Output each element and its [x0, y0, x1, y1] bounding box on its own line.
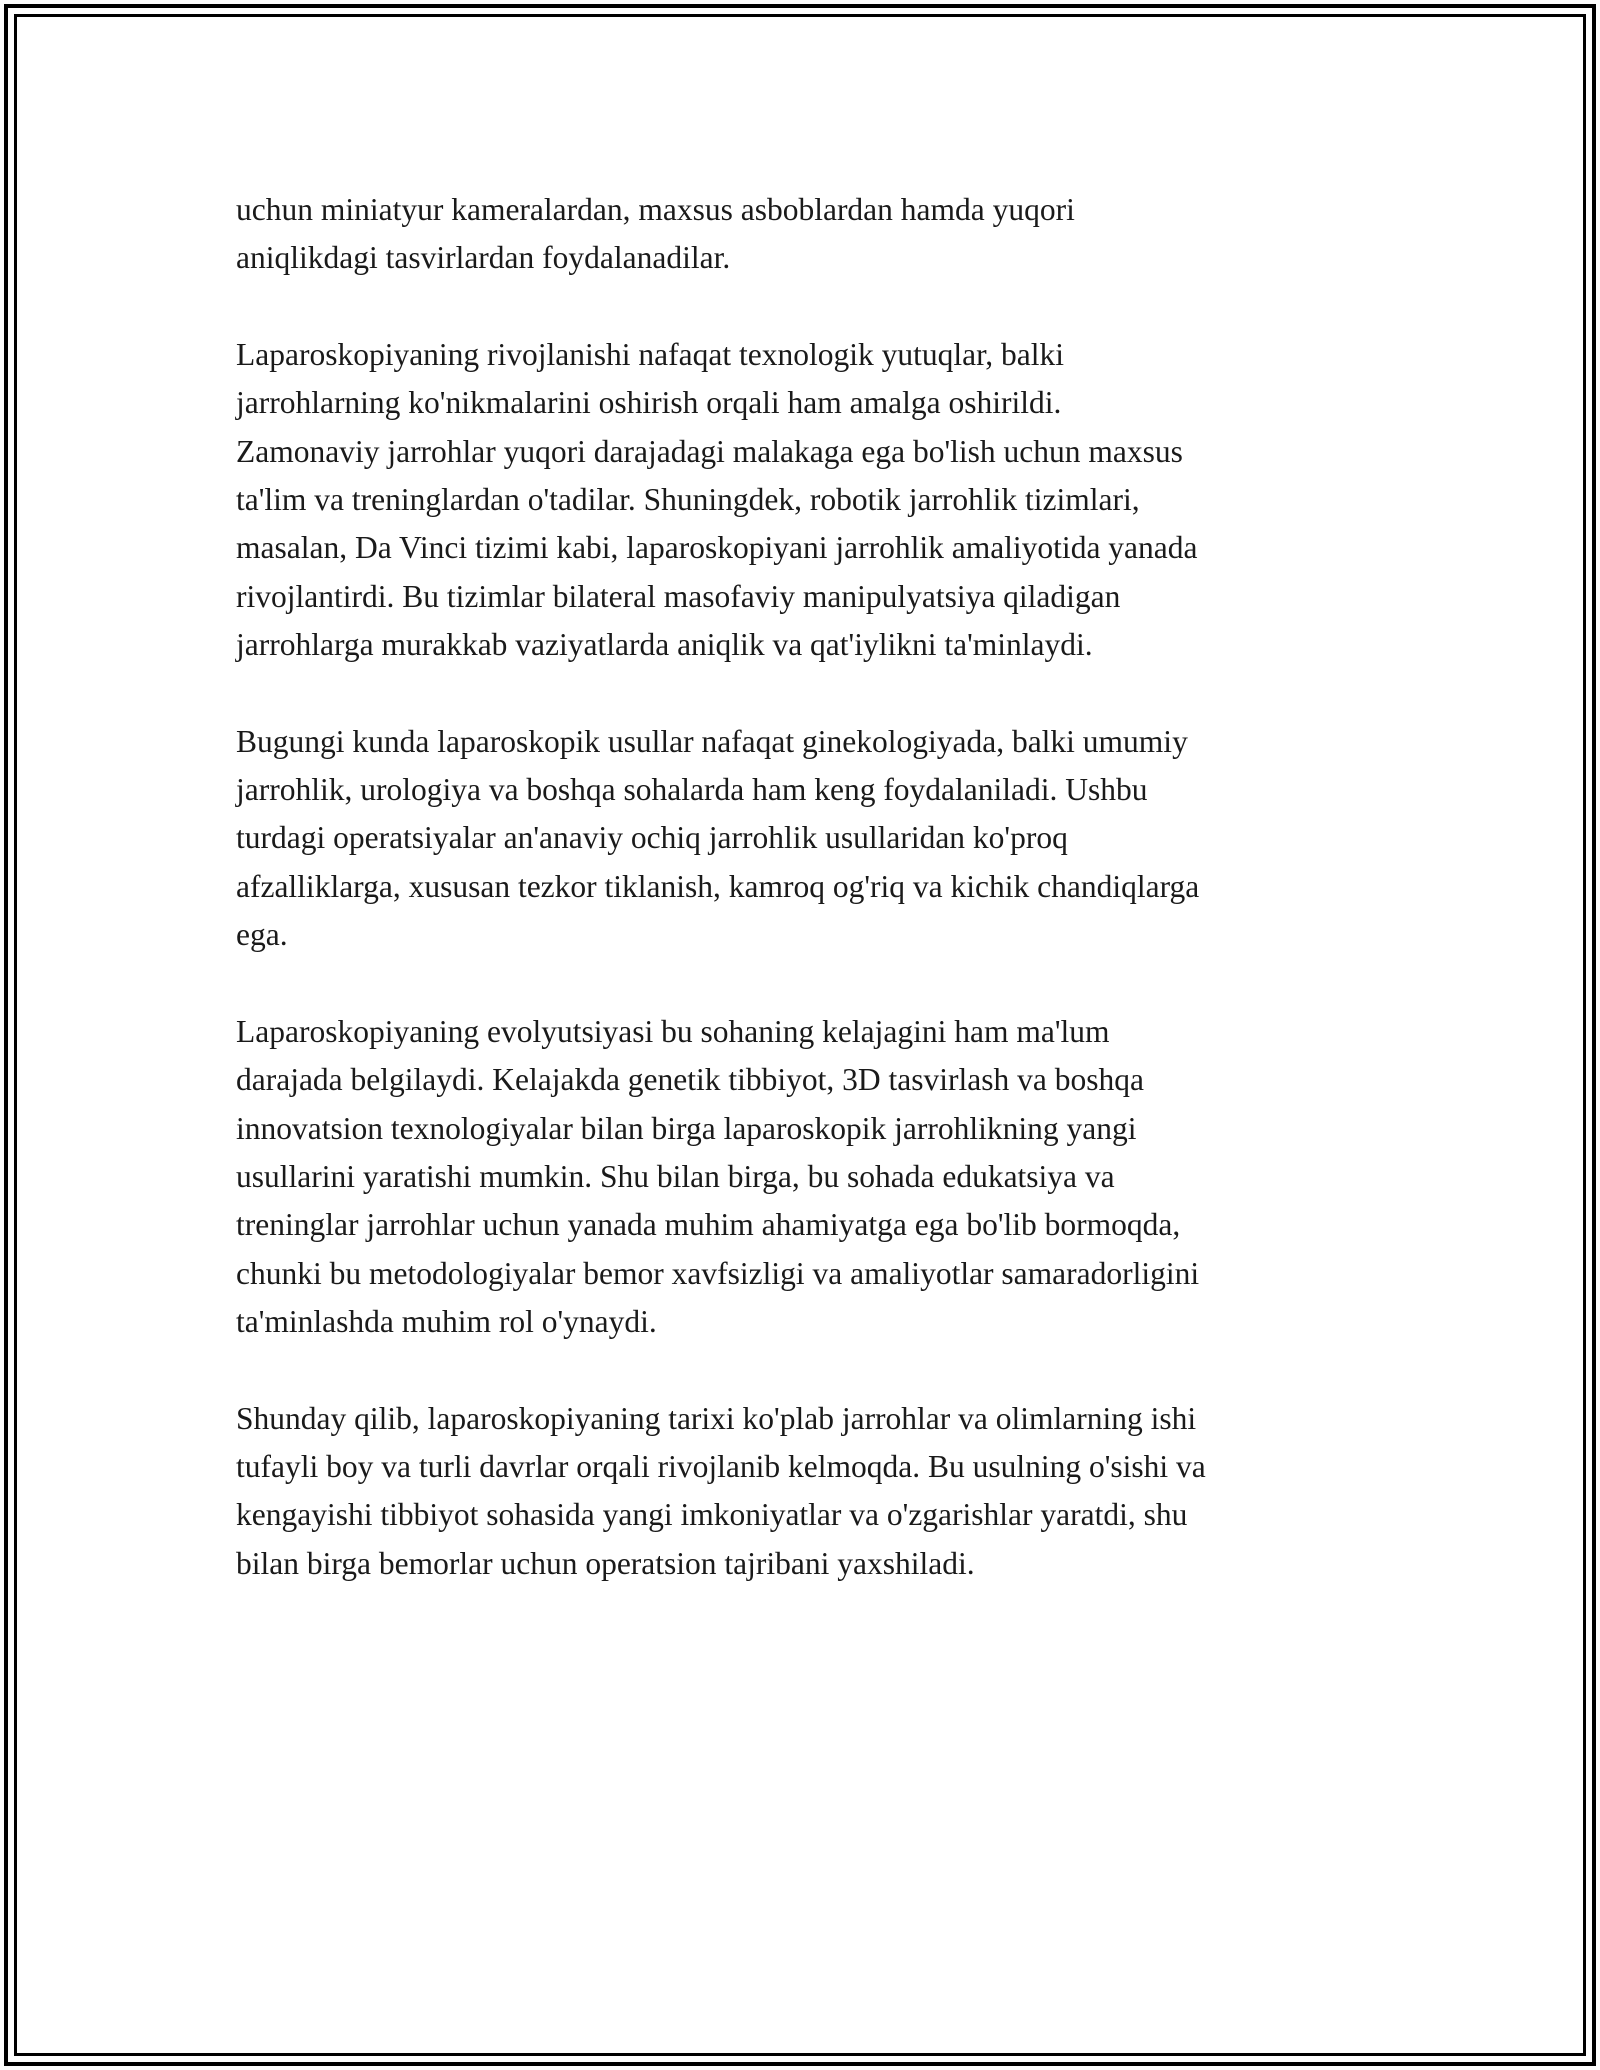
paragraph-1: uchun miniatyur kameralardan, maxsus asboblardan hamda yuqori aniqlikdagi tasvirlardan foydalanadilar.: [236, 192, 1075, 276]
paragraph-5: Shunday qilib, laparoskopiyaning tarixi ko'plab jarrohlar va olimlarning ishi tufayli boy va turli davrlar orqali rivojlanib kelmoqda. Bu usulning o'sishi va kengayishi tibbiyot sohasida yangi imkoniyatlar va o'zgarishlar yaratdi, shu bilan birga bemorlar uchun operatsion tajribani yaxshiladi.: [236, 1400, 1206, 1581]
paragraph-3: Bugungi kunda laparoskopik usullar nafaqat ginekologiyada, balki umumiy jarrohlik, urologiya va boshqa sohalarda ham keng foydalaniladi. Ushbu turdagi operatsiyalar an'anaviy ochiq jarrohlik usullaridan ko'proq afzalliklarga, xususan tezkor tiklanish, kamroq og'riq va kichik chandiqlarga ega.: [236, 723, 1200, 953]
paragraph-2: Laparoskopiyaning rivojlanishi nafaqat texnologik yutuqlar, balki jarrohlarning ko'nikmalarini oshirish orqali ham amalga oshirildi. Zamonaviy jarrohlar yuqori darajadagi malakaga ega bo'lish uchun maxsus ta'lim va treninglardan o'tadilar. Shuningdek, robotik jarrohlik tizimlari, masalan, Da Vinci tizimi kabi, laparoskopiyani jarrohlik amaliyotida yanada rivojlantirdi. Bu tizimlar bilateral masofaviy manipulyatsiya qiladigan jarrohlarga murakkab vaziyatlarda aniqlik va qat'iylikni ta'minlaydi.: [236, 336, 1198, 663]
paragraph-4: Laparoskopiyaning evolyutsiyasi bu sohaning kelajagini ham ma'lum darajada belgilaydi. Kelajakda genetik tibbiyot, 3D tasvirlash va boshqa innovatsion texnologiyalar bilan birga laparoskopik jarrohlikning yangi usullarini yaratishi mumkin. Shu bilan birga, bu sohada edukatsiya va treninglar jarrohlar uchun yanada muhim ahamiyatga ega bo'lib bormoqda, chunki bu metodologiyalar bemor xavfsizligi va amaliyotlar samaradorligini ta'minlashda muhim rol o'ynaydi.: [236, 1013, 1200, 1340]
document-body: [236, 186, 1376, 1636]
